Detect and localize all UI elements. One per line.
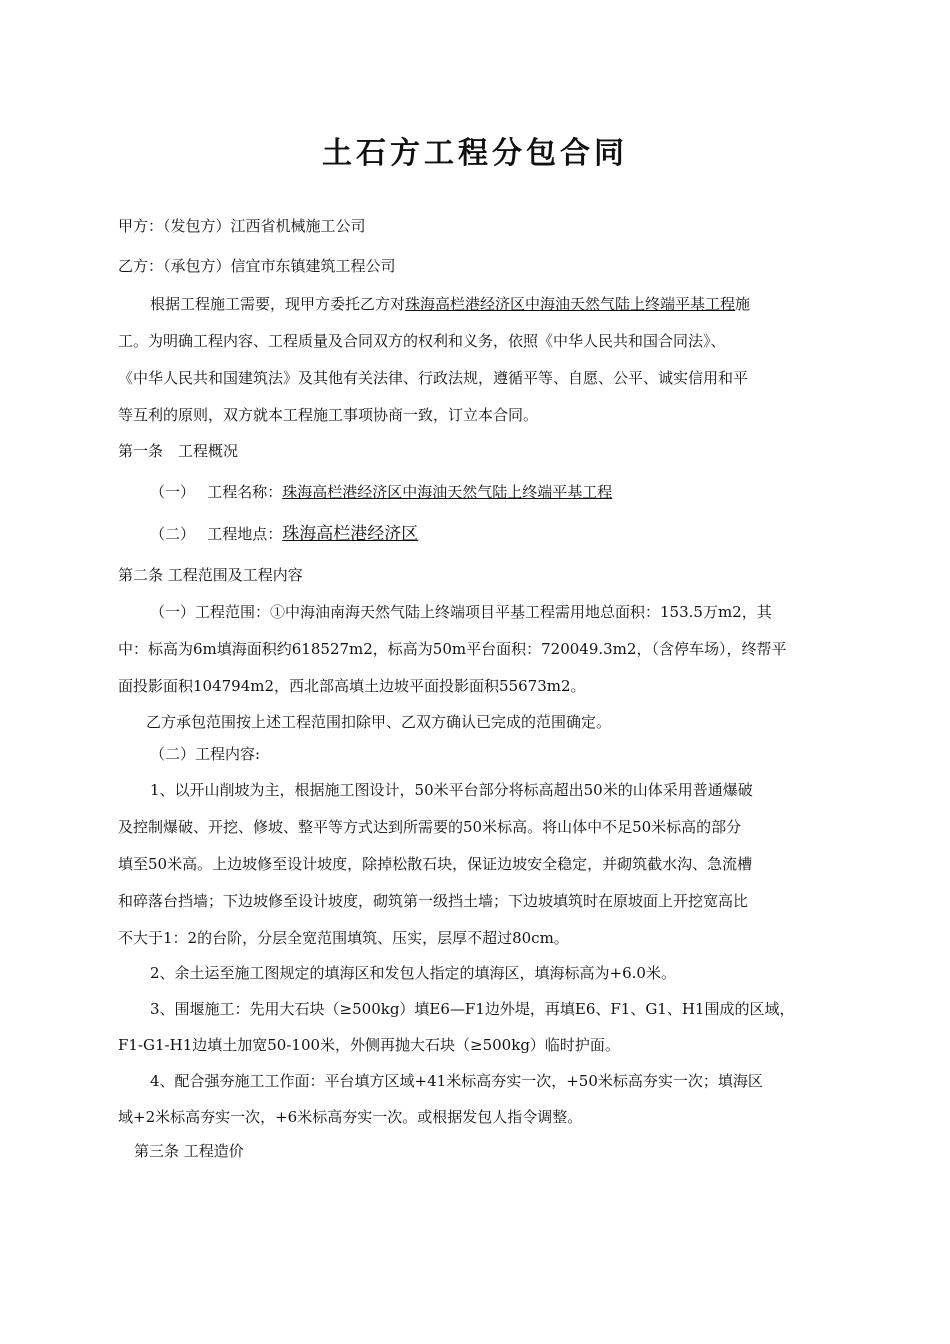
content-1-line-4: 和碎落台挡墙；下边坡修至设计坡度，砌筑第一级挡土墙；下边坡填筑时在原坡面上开挖宽高比 [118, 892, 749, 910]
content-1-line-3: 填至50米高。上边坡修至设计坡度，除掉松散石块，保证边坡安全稳定，并砌筑截水沟、急流槽 [118, 855, 753, 873]
item-label: （一） 工程名称： [150, 483, 283, 501]
item-value: 珠海高栏港经济区中海油天然气陆上终端平基工程 [282, 483, 613, 501]
party-a: 甲方：（发包方）江西省机械施工公司 [118, 217, 366, 235]
intro-text: 根据工程施工需要，现甲方委托乙方对 [150, 295, 406, 313]
content-4-line-1: 4、配合强夯施工工作面：平台填方区域+41米标高夯实一次，+50米标高夯实一次；填海区 [150, 1072, 763, 1090]
intro-line-3: 《中华人民共和国建筑法》及其他有关法律、行政法规，遵循平等、自愿、公平、诚实信用和平 [118, 369, 749, 387]
content-3-line-1: 3、围堰施工：先用大石块（≥500kg）填E6—F1边外堤，再填E6、F1、G1、H1围成的区域， [150, 1000, 795, 1018]
scope-line-2: 中：标高为6m填海面积约618527m2，标高为50m平台面积：720049.3m2，（含停车场），终帮平 [118, 640, 787, 658]
party-b: 乙方：（承包方）信宜市东镇建筑工程公司 [118, 257, 396, 275]
content-1-line-2: 及控制爆破、开挖、修坡、整平等方式达到所需要的50米标高。将山体中不足50米标高的部分 [118, 818, 742, 836]
item-label: （二） 工程地点： [150, 525, 283, 543]
article-3-heading: 第三条 工程造价 [134, 1142, 244, 1160]
project-name-underlined: 珠海高栏港经济区中海油天然气陆上终端平基工程 [405, 295, 736, 313]
content-1-line-5: 不大于1：2的台阶，分层全宽范围填筑、压实，层厚不超过80cm。 [118, 929, 569, 947]
intro-line-2: 工。为明确工程内容、工程质量及合同双方的权利和义务，依照《中华人民共和国合同法》、 [118, 332, 726, 350]
document-title: 土石方工程分包合同 [322, 136, 628, 171]
content-2: 2、余土运至施工图规定的填海区和发包人指定的填海区，填海标高为+6.0米。 [150, 964, 676, 982]
intro-text-tail: 施 [735, 295, 751, 313]
scope-line-3: 面投影面积104794m2，西北部高填土边坡平面投影面积55673m2。 [118, 677, 586, 695]
scope-note: 乙方承包范围按上述工程范围扣除甲、乙双方确认已完成的范围确定。 [146, 713, 612, 731]
intro-line-4: 等互利的原则，双方就本工程施工事项协商一致，订立本合同。 [118, 406, 539, 424]
item-value: 珠海高栏港经济区 [282, 524, 419, 544]
intro-line-1 [150, 294, 870, 314]
scope-line-1: （一）工程范围：①中海油南海天然气陆上终端项目平基工程需用地总面积：153.5万m2，其 [150, 603, 772, 621]
content-4-line-2: 域+2米标高夯实一次，+6米标高夯实一次。或根据发包人指令调整。 [118, 1108, 583, 1126]
article-2-heading: 第二条 工程范围及工程内容 [118, 566, 303, 584]
content-1-line-1: 1、以开山削坡为主，根据施工图设计，50米平台部分将标高超出50米的山体采用普通爆破 [150, 781, 753, 799]
project-location-item [150, 524, 870, 544]
project-name-item [150, 482, 870, 502]
article-1-heading: 第一条 工程概况 [118, 442, 239, 460]
content-3-line-2: F1-G1-H1边填土加宽50-100米，外侧再抛大石块（≥500kg）临时护面。 [118, 1036, 620, 1054]
content-heading: （二）工程内容: [150, 745, 261, 763]
